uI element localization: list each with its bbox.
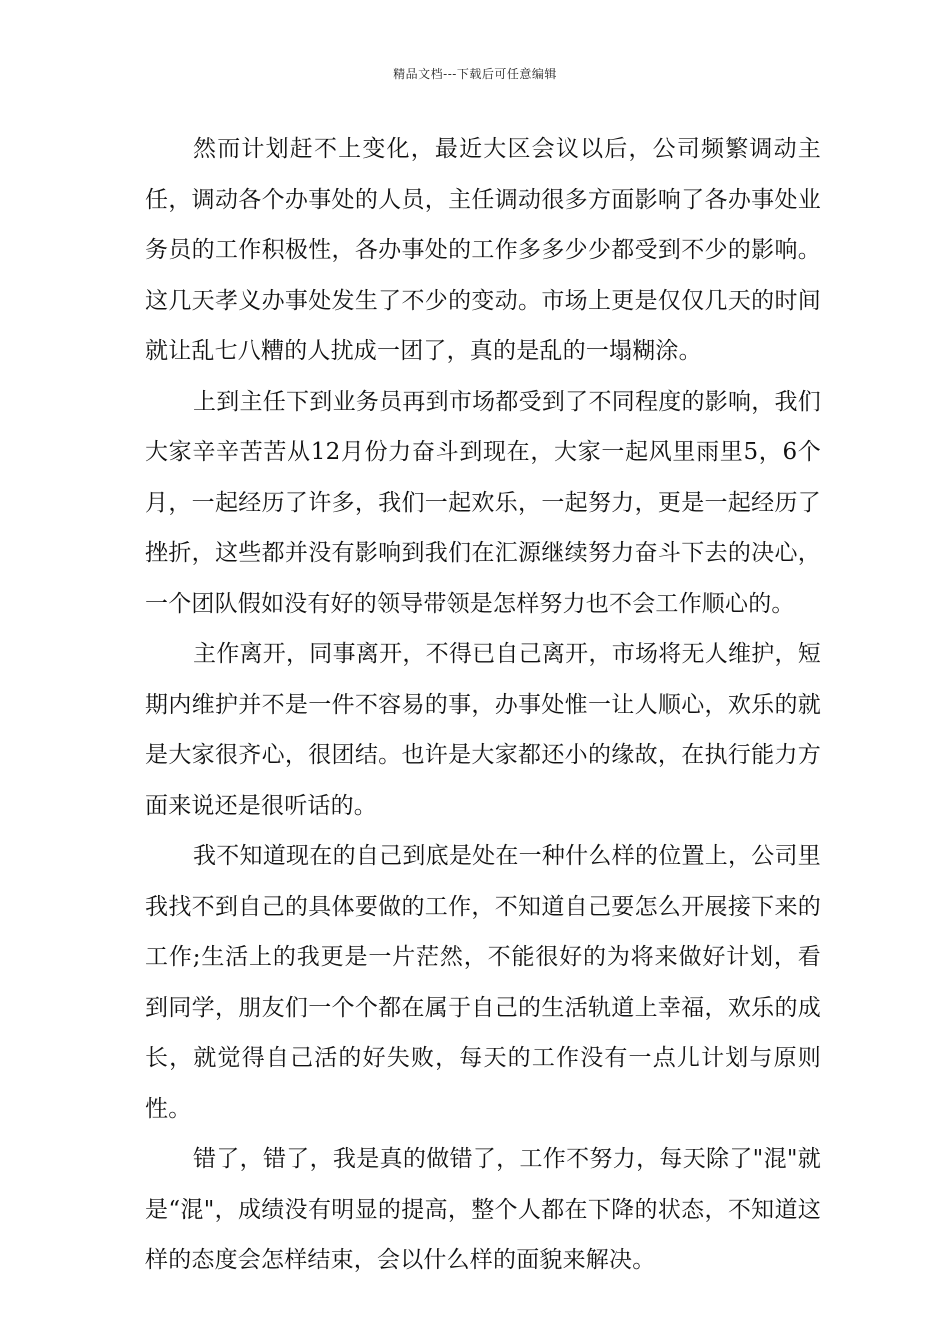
- page-header: 精品文档---下载后可任意编辑: [393, 67, 557, 81]
- paragraph-4: 我不知道现在的自己到底是处在一种什么样的位置上，公司里我找不到自己的具体要做的工作，不知道自己要怎么开展接下来的工作;生活上的我更是一片茫然，不能很好的为将来做好计划，看到同学，朋友们一个个都在属于自己的生活轨道上幸福，欢乐的成长，就觉得自己活的好失败，每天的工作没有一点儿计划与原则性。: [145, 843, 821, 1122]
- paragraph-5: 错了，错了，我是真的做错了，工作不努力，每天除了"混"就是“混"，成绩没有明显的提高，整个人都在下降的状态，不知道这样的态度会怎样结束，会以什么样的面貌来解决。: [145, 1146, 821, 1273]
- paragraph-1: 然而计划赶不上变化，最近大区会议以后，公司频繁调动主任，调动各个办事处的人员，主任调动很多方面影响了各办事处业务员的工作积极性，各办事处的工作多多少少都受到不少的影响。这几天孝义办事处发生了不少的变动。市场上更是仅仅几天的时间就让乱七八糟的人扰成一团了，真的是乱的一塌糊涂。: [145, 136, 821, 364]
- document-body: [145, 124, 821, 1286]
- paragraph-3: 主作离开，同事离开，不得已自己离开，市场将无人维护，短期内维护并不是一件不容易的事，办事处惟一让人顺心，欢乐的就是大家很齐心，很团结。也许是大家都还小的缘故，在执行能力方面来说还是很听话的。: [145, 641, 821, 819]
- paragraph-2: 上到主任下到业务员再到市场都受到了不同程度的影响，我们大家辛辛苦苦从12月份力奋斗到现在，大家一起风里雨里5，6个月，一起经历了许多，我们一起欢乐，一起努力，更是一起经历了挫折，这些都并没有影响到我们在汇源继续努力奋斗下去的决心，一个团队假如没有好的领导带领是怎样努力也不会工作顺心的。: [145, 388, 821, 617]
